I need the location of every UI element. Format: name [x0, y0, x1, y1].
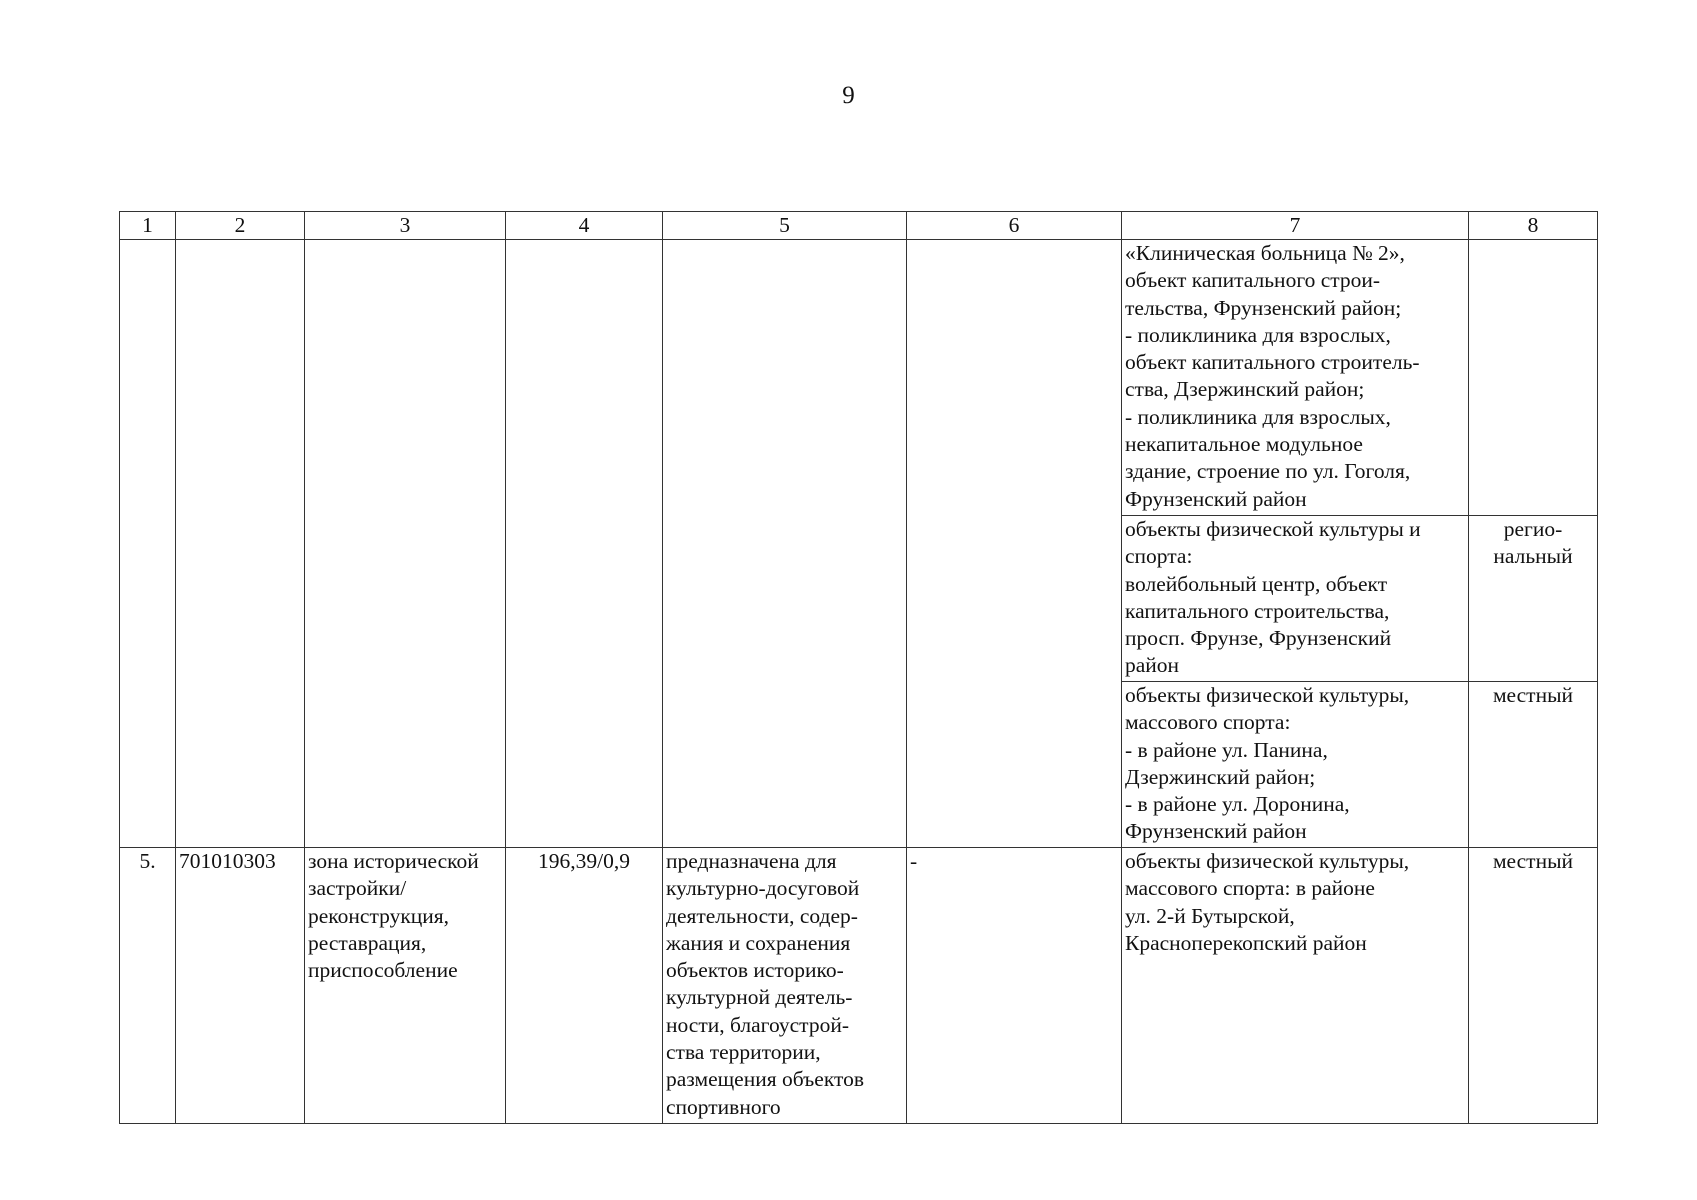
- table-row-5: [120, 848, 1598, 1124]
- cell-line: просп. Фрунзе, Фрунзенский: [1125, 626, 1392, 651]
- cell-line: спортивного: [666, 1094, 781, 1119]
- header-cell-2: 2: [176, 212, 305, 240]
- cell-area: 196,39/0,9: [506, 848, 663, 1124]
- cell-continued-1: [120, 240, 176, 848]
- cell-line: - поликлиника для взрослых,: [1125, 404, 1391, 429]
- cell-zone-code: 701010303: [176, 848, 305, 1124]
- cell-line: объекты физической культуры и: [1125, 517, 1421, 541]
- header-cell-7: 7: [1122, 212, 1469, 240]
- cell-line: застройки/: [308, 876, 407, 901]
- cell-line: реставрация,: [308, 930, 427, 955]
- page-number: 9: [842, 82, 855, 109]
- cell-line: Дзержинский район;: [1125, 764, 1316, 789]
- cell-line: Фрунзенский район: [1125, 486, 1307, 511]
- cell-col6-dash: -: [907, 848, 1122, 1124]
- cell-significance-empty: [1469, 240, 1598, 516]
- cell-continued-4: [506, 240, 663, 848]
- cell-line: зона исторической: [308, 849, 479, 873]
- cell-line: - в районе ул. Доронина,: [1125, 792, 1350, 817]
- cell-line: - в районе ул. Панина,: [1125, 737, 1328, 762]
- cell-continued-3: [305, 240, 506, 848]
- cell-line: жания и сохранения: [666, 930, 851, 955]
- cell-line: район: [1125, 653, 1180, 678]
- cell-objects-sports-regional: [1122, 516, 1469, 682]
- cell-line: «Клиническая больница № 2»,: [1125, 241, 1405, 265]
- cell-line: некапитальное модульное: [1125, 432, 1363, 457]
- cell-line: предназначена для: [666, 849, 837, 873]
- cell-significance-local-2: [1469, 848, 1598, 1124]
- cell-line: Красноперекопский район: [1125, 930, 1367, 955]
- table-row-continuation: [120, 240, 1598, 516]
- header-cell-1: 1: [120, 212, 176, 240]
- cell-line: здание, строение по ул. Гоголя,: [1125, 459, 1411, 484]
- header-cell-6: 6: [907, 212, 1122, 240]
- cell-zone-name: [305, 848, 506, 1124]
- cell-line: ства территории,: [666, 1040, 821, 1065]
- cell-line: нальный: [1493, 544, 1573, 569]
- cell-line: ности, благоустрой-: [666, 1012, 849, 1037]
- cell-objects-sports-butyrskaya: [1122, 848, 1469, 1124]
- cell-continued-5: [663, 240, 907, 848]
- cell-line: Фрунзенский район: [1125, 819, 1307, 844]
- cell-line: тельства, Фрунзенский район;: [1125, 295, 1402, 320]
- cell-line: объектов историко-: [666, 958, 844, 983]
- header-cell-5: 5: [663, 212, 907, 240]
- cell-line: объекты физической культуры,: [1125, 849, 1410, 873]
- cell-line: ства, Дзержинский район;: [1125, 377, 1365, 402]
- cell-significance-regional: [1469, 516, 1598, 682]
- cell-line: объект капитального строитель-: [1125, 350, 1420, 375]
- zone-table: [119, 211, 1598, 1124]
- header-cell-3: 3: [305, 212, 506, 240]
- header-cell-8: 8: [1469, 212, 1598, 240]
- cell-continued-6: [907, 240, 1122, 848]
- cell-objects-sports-local: [1122, 682, 1469, 848]
- cell-line: спорта:: [1125, 544, 1193, 569]
- cell-purpose: [663, 848, 907, 1124]
- cell-line: культурно-досуговой: [666, 876, 860, 901]
- cell-line: волейбольный центр, объект: [1125, 571, 1388, 596]
- cell-continued-2: [176, 240, 305, 848]
- cell-line: деятельности, содер-: [666, 903, 858, 928]
- cell-line: культурной деятель-: [666, 985, 853, 1010]
- cell-line: размещения объектов: [666, 1067, 864, 1092]
- cell-line: массового спорта: в районе: [1125, 876, 1375, 901]
- cell-line: - поликлиника для взрослых,: [1125, 322, 1391, 347]
- cell-objects-healthcare: [1122, 240, 1469, 516]
- cell-line: регио-: [1503, 517, 1563, 541]
- header-cell-4: 4: [506, 212, 663, 240]
- cell-line: местный: [1492, 849, 1574, 873]
- cell-line: массового спорта:: [1125, 710, 1291, 735]
- cell-line: объект капитального строи-: [1125, 268, 1381, 293]
- cell-row-number: 5.: [120, 848, 176, 1124]
- cell-line: местный: [1492, 683, 1574, 707]
- header-row: [120, 212, 1598, 240]
- cell-line: капитального строительства,: [1125, 598, 1390, 623]
- cell-line: реконструкция,: [308, 903, 450, 928]
- cell-line: ул. 2-й Бутырской,: [1125, 903, 1295, 928]
- cell-line: объекты физической культуры,: [1125, 683, 1410, 707]
- cell-significance-local: [1469, 682, 1598, 848]
- cell-line: приспособление: [308, 958, 458, 983]
